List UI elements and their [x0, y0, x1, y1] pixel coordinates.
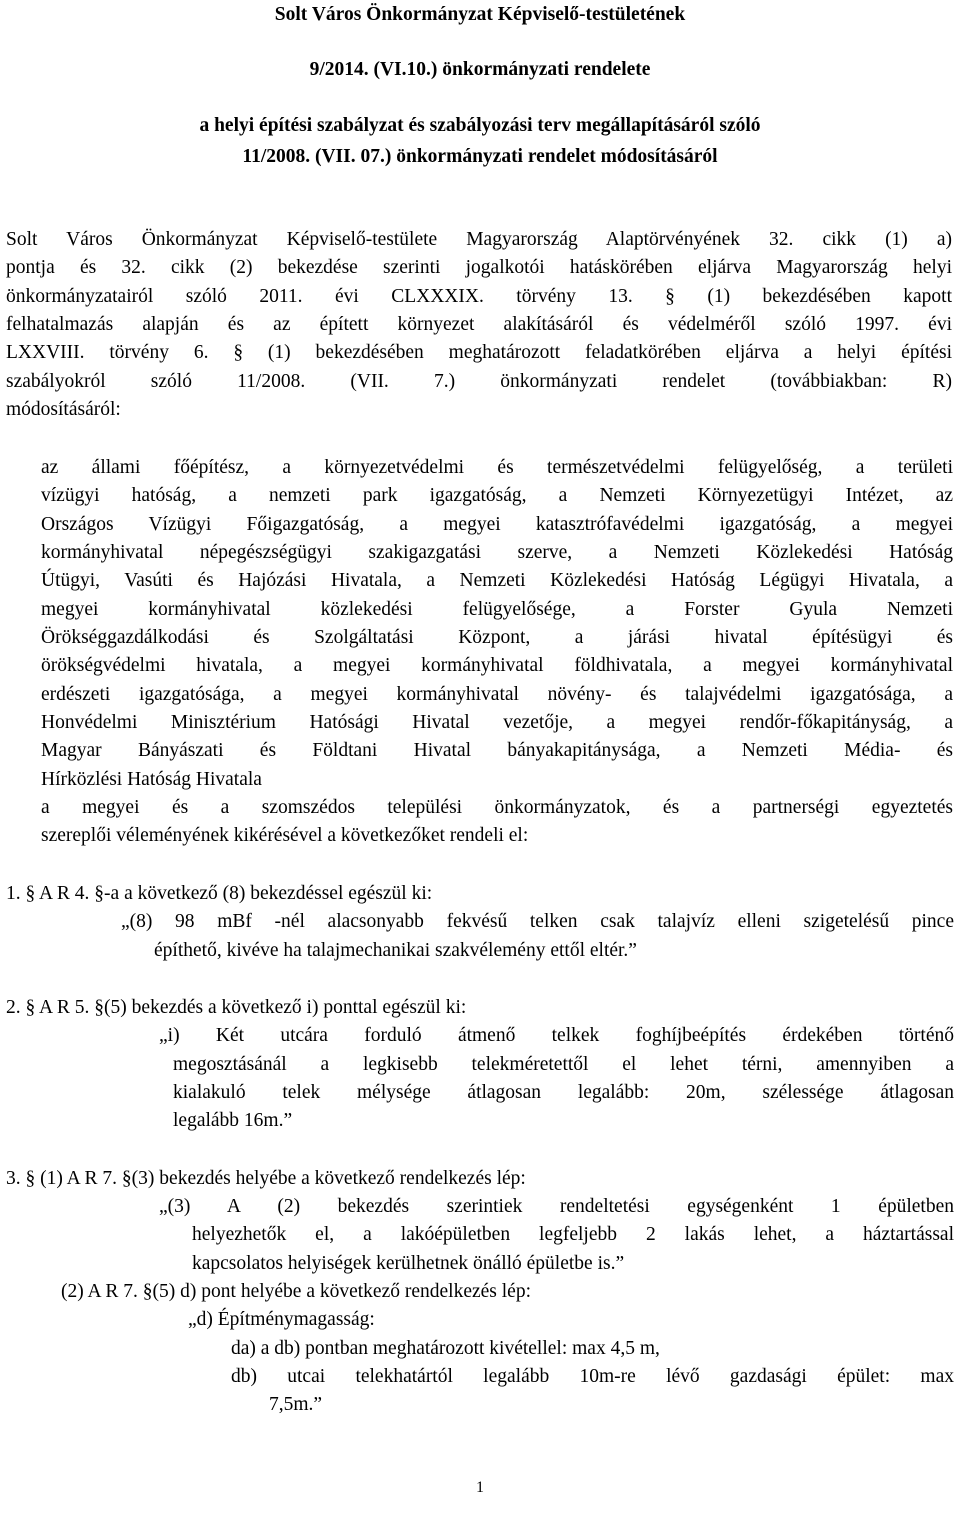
- consultation-line: vízügyi hatóság, a nemzeti park igazgatóság, a Nemzeti Környezetügyi Intézet, az: [41, 485, 953, 506]
- title-line-2: 9/2014. (VI.10.) önkormányzati rendelete: [309, 59, 651, 80]
- consultation-line: Magyar Bányászati és Földtani Hivatal bányakapitánysága, a Nemzeti Média- és: [41, 740, 953, 761]
- title-line-3: a helyi építési szabályzat és szabályozási terv megállapításáról szóló: [199, 115, 761, 136]
- section-3-sub-quote-title: „d) Építménymagasság:: [188, 1309, 375, 1330]
- section-3-quote-line: helyezhetők el, a lakóépületben legfeljebb 2 lakás lehet, a háztartással: [192, 1224, 954, 1245]
- section-1-heading: 1. § A R 4. §-a a következő (8) bekezdéssel egészül ki:: [6, 883, 433, 904]
- consultation-line: Hírközlési Hatóság Hivatala: [41, 769, 262, 790]
- consultation-line: erdészeti igazgatósága, a megyei kormányhivatal növény- és talajvédelmi igazgatósága, a: [41, 684, 953, 705]
- preamble-line: Solt Város Önkormányzat Képviselő-testülete Magyarország Alaptörvényének 32. cikk (1) a): [6, 229, 952, 250]
- section-2-quote-line: kialakuló telek mélysége átlagosan legalább: 20m, szélessége átlagosan: [173, 1082, 954, 1103]
- section-3-sub-item: da) a db) pontban meghatározott kivétellel: max 4,5 m,: [231, 1338, 660, 1359]
- section-2-quote-line: legalább 16m.”: [173, 1110, 293, 1131]
- section-3-heading: 3. § (1) A R 7. §(3) bekezdés helyébe a következő rendelkezés lép:: [6, 1168, 526, 1189]
- consultation-line: az állami főépítész, a környezetvédelmi és természetvédelmi felügyelőség, a területi: [41, 457, 953, 478]
- section-2-quote-line: „i) Két utcára forduló átmenő telkek foghíjbeépítés érdekében történő: [159, 1025, 954, 1046]
- consultation-line: a megyei és a szomszédos települési önkormányzatok, és a partnerségi egyeztetés: [41, 797, 953, 818]
- preamble-line: LXXVIII. törvény 6. § (1) bekezdésében meghatározott feladatkörében eljárva a helyi építési: [6, 342, 952, 363]
- consultation-line: Örökséggazdálkodási és Szolgáltatási Központ, a járási hivatal építésügyi és: [41, 627, 953, 648]
- section-3-subsection-heading: (2) A R 7. §(5) d) pont helyébe a következő rendelkezés lép:: [61, 1281, 532, 1302]
- consultation-line: örökségvédelmi hivatala, a megyei kormányhivatal földhivatala, a megyei kormányhivatal: [41, 655, 953, 676]
- consultation-line: megyei kormányhivatal közlekedési felügyelősége, a Forster Gyula Nemzeti: [41, 599, 953, 620]
- page-number: 1: [476, 1479, 484, 1496]
- section-3-sub-item: 7,5m.”: [269, 1394, 323, 1415]
- section-3-quote-line: kapcsolatos helyiségek kerülhetnek önálló épületbe is.”: [192, 1253, 625, 1274]
- consultation-line: kormányhivatal népegészségügyi szakigazgatási szerve, a Nemzeti Közlekedési Hatóság: [41, 542, 953, 563]
- consultation-line: Országos Vízügyi Főigazgatóság, a megyei katasztrófavédelmi igazgatóság, a megyei: [41, 514, 953, 535]
- section-1-quote-line: építhető, kivéve ha talajmechanikai szakvélemény ettől eltér.”: [154, 940, 637, 961]
- consultation-line: szereplői véleményének kikérésével a következőket rendeli el:: [41, 825, 529, 846]
- preamble-line: módosításáról:: [6, 399, 121, 420]
- section-3-sub-item: db) utcai telekhatártól legalább 10m-re lévő gazdasági épület: max: [231, 1366, 954, 1387]
- consultation-line: Honvédelmi Minisztérium Hatósági Hivatal vezetője, a megyei rendőr-főkapitányság, a: [41, 712, 953, 733]
- preamble-line: felhatalmazás alapján és az épített környezet alakításáról és védelméről szóló 1997. évi: [6, 314, 952, 335]
- preamble-line: pontja és 32. cikk (2) bekezdése szerinti jogalkotói hatáskörében eljárva Magyarország helyi: [6, 257, 952, 278]
- section-2-quote-line: megosztásánál a legkisebb telekméretettől el lehet térni, amennyiben a: [173, 1054, 954, 1075]
- consultation-line: Útügyi, Vasúti és Hajózási Hivatala, a Nemzeti Közlekedési Hatóság Légügyi Hivatala, a: [41, 570, 953, 591]
- section-1-quote-line: „(8) 98 mBf -nél alacsonyabb fekvésű telken csak talajvíz elleni szigetelésű pince: [121, 911, 954, 932]
- section-2-heading: 2. § A R 5. §(5) bekezdés a következő i) ponttal egészül ki:: [6, 997, 467, 1018]
- preamble-line: szabályokról szóló 11/2008. (VII. 7.) önkormányzati rendelet (továbbiakban: R): [6, 371, 952, 392]
- preamble-line: önkormányzatairól szóló 2011. évi CLXXXIX. törvény 13. § (1) bekezdésében kapott: [6, 286, 952, 307]
- title-line-4: 11/2008. (VII. 07.) önkormányzati rendelet módosításáról: [242, 146, 718, 167]
- title-line-1: Solt Város Önkormányzat Képviselő-testületének: [274, 4, 686, 25]
- section-3-quote-line: „(3) A (2) bekezdés szerintiek rendeltetési egységenként 1 épületben: [159, 1196, 954, 1217]
